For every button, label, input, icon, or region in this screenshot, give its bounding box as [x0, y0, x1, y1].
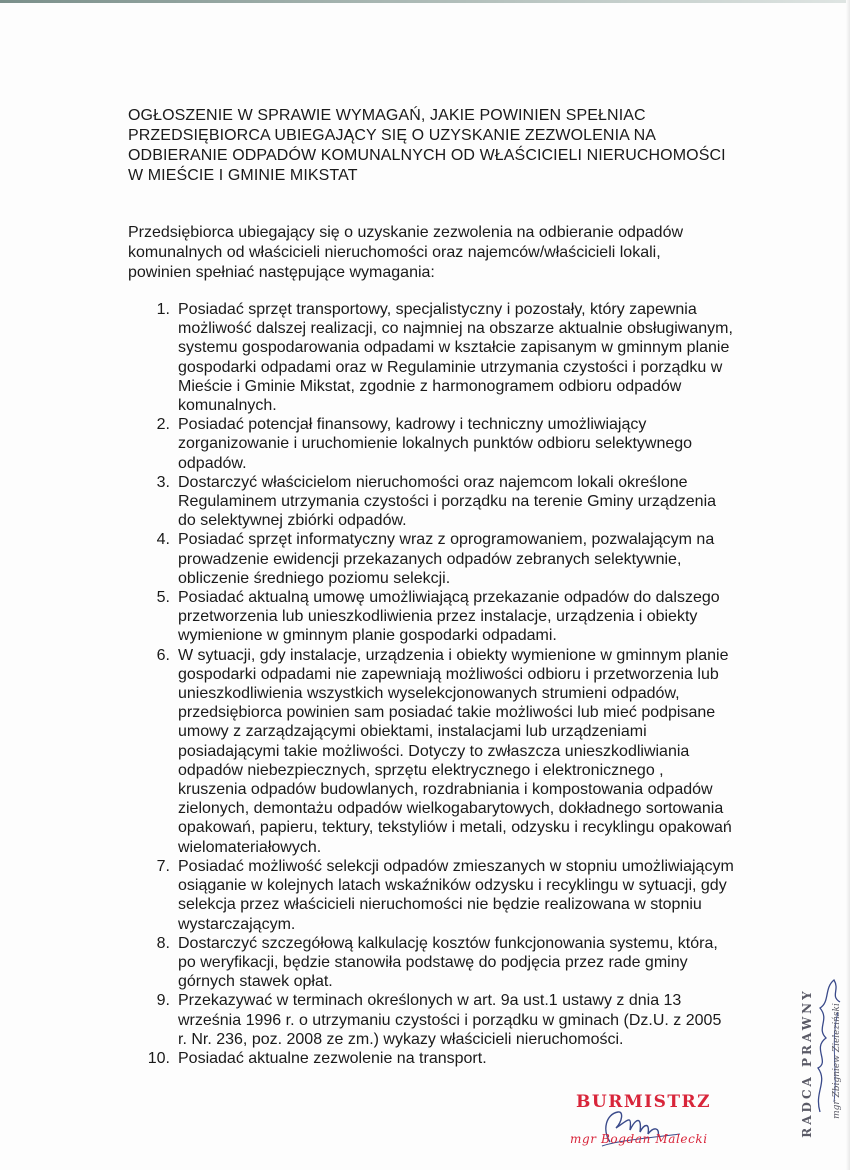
- requirement-line: W sytuacji, gdy instalacje, urządzenia i obiekty wymienione w gminnym planie: [178, 646, 729, 664]
- requirement-number: 3.: [156, 473, 170, 491]
- requirement-line: gospodarki odpadami nie zapewniają możliwości odbioru i przetworzenia lub: [178, 665, 719, 683]
- mayor-stamp: [570, 1090, 740, 1160]
- title-line: ODBIERANIE ODPADÓW KOMUNALNYCH OD WŁAŚCICIELI NIERUCHOMOŚCI: [128, 147, 726, 164]
- requirement-line: komunalnych.: [178, 397, 277, 415]
- requirement-number: 1.: [156, 301, 170, 318]
- requirement-line: górnych stawek opłat.: [178, 973, 333, 991]
- requirement-line: obliczenie średniego poziomu selekcji.: [178, 569, 451, 587]
- requirement-line: Dostarczyć szczegółową kalkulację kosztów funkcjonowania systemu, która,: [178, 934, 718, 952]
- requirement-line: umowy z zarządzającymi obiektami, instalacjami lub urządzeniami: [178, 723, 647, 741]
- requirement-line: osiąganie w kolejnych latach wskaźników odzysku i recyklingu w sytuacji, gdy: [178, 877, 727, 895]
- requirement-item: [128, 857, 788, 934]
- requirement-item: [128, 415, 788, 473]
- requirement-item: [128, 473, 788, 531]
- requirement-item: [128, 934, 788, 992]
- title-line: PRZEDSIĘBIORCA UBIEGAJĄCY SIĘ O UZYSKANIE ZEZWOLENIA NA: [128, 127, 656, 144]
- requirement-line: do selektywnej zbiórki odpadów.: [178, 512, 407, 530]
- legal-counsel-stamp: [780, 972, 850, 1162]
- requirement-number: 8.: [156, 934, 170, 952]
- intro-line: Przedsiębiorca ubiegający się o uzyskanie zezwolenia na odbieranie odpadów: [128, 224, 684, 241]
- requirement-line: Posiadać potencjał finansowy, kadrowy i techniczny umożliwiający: [178, 416, 647, 434]
- requirement-number: 10.: [147, 1049, 170, 1067]
- title-line: OGŁOSZENIE W SPRAWIE WYMAGAŃ, JAKIE POWINIEN SPEŁNIAC: [128, 107, 646, 124]
- requirement-line: kruszenia odpadów budowlanych, rozdrabniania i kompostowania odpadów: [178, 781, 713, 799]
- requirement-line: Przekazywać w terminach określonych w art. 9a ust.1 ustawy z dnia 13: [178, 992, 682, 1010]
- requirement-number: 4.: [156, 531, 170, 549]
- requirement-number: 5.: [156, 589, 170, 607]
- mayor-stamp-title: BURMISTRZ: [576, 1092, 712, 1112]
- requirement-line: przetworzenia lub unieszkodliwienia przez instalacje, urządzenia i obiekty: [178, 608, 698, 626]
- mayor-stamp-name: mgr Bogdan Malecki: [570, 1132, 708, 1146]
- requirement-line: wystarczającym.: [178, 915, 296, 933]
- requirement-item: [128, 1049, 788, 1068]
- requirement-line: posiadającymi takie możliwości. Dotyczy to zwłaszcza unieszkodliwiania: [178, 742, 690, 760]
- requirement-line: Mieście i Gminie Mikstat, zgodnie z harmonogramem odbioru odpadów: [178, 377, 682, 395]
- requirement-number: 2.: [156, 416, 170, 434]
- requirement-line: opakowań, papieru, tektury, tekstyliów i metali, odzysku i recyklingu opakowań: [178, 819, 732, 837]
- document-title: [128, 106, 788, 186]
- requirement-line: Posiadać możliwość selekcji odpadów zmieszanych w stopniu umożliwiającym: [178, 857, 734, 875]
- requirement-line: września 1996 r. o utrzymaniu czystości i porządku w gminach (Dz.U. z 2005: [178, 1011, 722, 1029]
- requirement-line: po weryfikacji, będzie stanowiła podstawę do podjęcia przez rade gminy: [178, 953, 688, 971]
- requirement-line: możliwość dalszej realizacji, co najmniej na obszarze aktualnie obsługiwanym,: [178, 320, 733, 338]
- requirement-line: r. Nr. 236, poz. 2008 ze zm.) wykazy właścicieli nieruchomości.: [178, 1030, 624, 1048]
- requirement-line: Posiadać aktualną umowę umożliwiającą przekazanie odpadów do dalszego: [178, 589, 720, 607]
- requirement-line: systemu gospodarowania odpadami w kształcie zapisanym w gminnym planie: [178, 339, 730, 357]
- legal-stamp-name: mgr Zbigniew Zieleziński: [832, 1003, 842, 1119]
- requirement-line: Regulaminem utrzymania czystości i porządku na terenie Gminy urządzenia: [178, 493, 717, 511]
- requirement-line: Posiadać aktualne zezwolenie na transport.: [178, 1049, 487, 1067]
- requirement-line: odpadów.: [178, 454, 247, 472]
- requirement-line: przedsiębiorca powinien sam posiadać takie możliwości lub mieć podpisane: [178, 704, 716, 722]
- intro-line: komunalnych od właścicieli nieruchomości oraz najemców/właścicieli lokali,: [128, 244, 661, 261]
- requirement-line: selekcja przez właścicieli nieruchomości nie będzie realizowana w stopniu: [178, 896, 702, 914]
- requirement-number: 7.: [156, 857, 170, 875]
- requirement-item: [128, 588, 788, 646]
- requirement-line: wielomateriałowych.: [178, 838, 322, 856]
- requirement-item: [128, 646, 788, 857]
- requirement-line: Posiadać sprzęt informatyczny wraz z oprogramowaniem, pozwalającym na: [178, 531, 715, 549]
- intro-line: powinien spełniać następujące wymagania:: [128, 264, 435, 281]
- requirements-list: [128, 300, 788, 1068]
- requirement-line: zorganizowanie i uruchomienie lokalnych punktów odbioru selektywnego: [178, 435, 693, 453]
- requirement-line: gospodarki odpadami oraz w Regulaminie utrzymania czystości i porządku w: [178, 358, 723, 376]
- requirement-item: [128, 530, 788, 588]
- requirement-number: 6.: [156, 646, 170, 664]
- requirement-line: zielonych, demontażu odpadów wielkogabarytowych, dokładnego sortowania: [178, 800, 724, 818]
- requirement-line: prowadzenie ewidencji przekazanych odpadów zebranych selektywnie,: [178, 550, 682, 568]
- requirement-item: [128, 991, 788, 1049]
- requirement-line: odpadów niebezpiecznych, sprzętu elektrycznego i elektronicznego ,: [178, 761, 664, 779]
- legal-stamp-title: RADCA PRAWNY: [800, 988, 814, 1138]
- requirement-number: 9.: [156, 992, 170, 1010]
- requirement-line: unieszkodliwienia wszystkich wyselekcjonowanych strumieni odpadów,: [178, 685, 680, 703]
- requirement-item: [128, 300, 788, 415]
- requirement-line: Posiadać sprzęt transportowy, specjalistyczny i pozostały, który zapewnia: [178, 301, 697, 318]
- requirement-line: Dostarczyć właścicielom nieruchomości oraz najemcom lokali określone: [178, 473, 688, 491]
- intro-paragraph: [128, 223, 768, 283]
- scan-top-edge: [0, 0, 850, 3]
- requirement-line: wymienione w gminnym planie gospodarki odpadami.: [178, 627, 557, 645]
- title-line: W MIEŚCIE I GMINIE MIKSTAT: [128, 167, 358, 184]
